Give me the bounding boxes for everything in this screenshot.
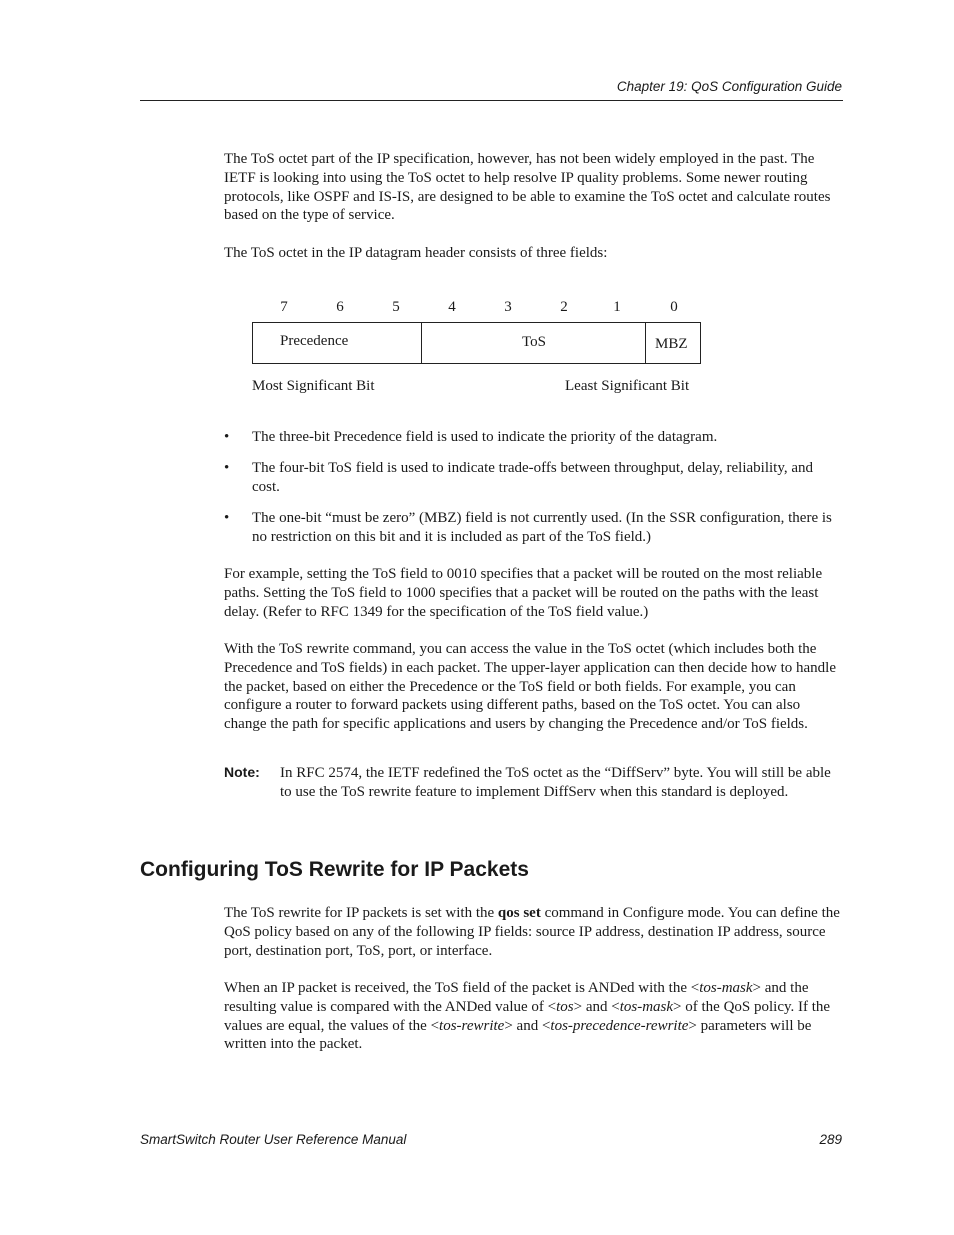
bit-number: 3 — [504, 299, 512, 315]
param-tos: tos — [556, 998, 574, 1015]
param-tos-mask: tos-mask — [619, 998, 674, 1015]
list-item-text: The three-bit Precedence field is used to indicate the priority of the datagram. — [252, 429, 718, 445]
paragraph-tos-example: For example, setting the ToS field to 0010 specifies that a packet will be routed on the most reliable paths. Setting the ToS field to 1000 specifies that a packet will be routed on the paths with the least delay. (Refer to RFC 1349 for the specification of the ToS field value.) — [224, 566, 823, 620]
text-run: command in Configure mode. You can define the QoS policy based on any of the following IP fields: source IP address, destination IP address, source port, destination port, ToS, port, or interface. — [224, 905, 840, 959]
bullet-marker: • — [224, 460, 230, 476]
bit-number: 7 — [280, 299, 288, 315]
text-run: > and < — [573, 998, 620, 1015]
command-qos-set: qos set — [497, 905, 541, 921]
msb-label: Most Significant Bit — [252, 378, 375, 394]
paragraph-tos-fields-intro: The ToS octet in the IP datagram header consists of three fields: — [224, 245, 608, 261]
field-divider — [421, 323, 422, 363]
bit-number: 6 — [336, 299, 344, 315]
paragraph-qos-set — [224, 904, 842, 960]
bit-number: 1 — [613, 299, 621, 315]
param-tos-mask: tos-mask — [699, 980, 753, 996]
paragraph-tos-mask — [224, 979, 842, 1054]
param-tos-rewrite: tos-rewrite — [439, 1017, 505, 1034]
tos-field-label: ToS — [522, 334, 546, 350]
mbz-field-label: MBZ — [655, 336, 688, 352]
text-run: > parameters will be written into the packet. — [224, 1017, 812, 1053]
list-item-text: The one-bit “must be zero” (MBZ) field is not currently used. (In the SSR configuration, there is no restriction on this bit and it is included as part of the ToS field.) — [252, 510, 832, 545]
list-item-text: The four-bit ToS field is used to indicate trade-offs between throughput, delay, reliability, and cost. — [252, 460, 813, 495]
running-header: Chapter 19: QoS Configuration Guide — [616, 79, 842, 94]
param-tos-precedence-rewrite: tos-precedence-rewrite — [550, 1017, 689, 1034]
note-text: In RFC 2574, the IETF redefined the ToS octet as the “DiffServ” byte. You will still be able to use the ToS rewrite feature to implement DiffServ when this standard is deployed. — [280, 765, 831, 800]
text-run: When an IP packet is received, the ToS field of the packet is ANDed with the < — [224, 980, 700, 996]
footer-manual-title: SmartSwitch Router User Reference Manual — [140, 1132, 407, 1147]
bullet-marker: • — [224, 510, 230, 526]
text-run: The ToS rewrite for IP packets is set with the — [224, 905, 498, 921]
field-divider — [645, 323, 646, 363]
text-run: > and < — [504, 1017, 551, 1034]
section-heading: Configuring ToS Rewrite for IP Packets — [140, 858, 529, 881]
paragraph-tos-intro: The ToS octet part of the IP specification, however, has not been widely employed in the past. The IETF is looking into using the ToS octet to help resolve IP quality problems. Some newer routing protocols, like OSPF and IS-IS, are designed to be able to examine the ToS octet and calculate routes based on the type of service. — [224, 151, 831, 224]
paragraph-tos-rewrite: With the ToS rewrite command, you can access the value in the ToS octet (which includes both the Precedence and ToS fields) in each packet. The upper-layer application can then decide how to handle the packet, based on either the Precedence or the ToS field or both fields. For example, you can configure a router to forward packets using different paths, based on the ToS octet. You can also change the path for specific applications and users by changing the Precedence and/or ToS fields. — [224, 641, 837, 733]
lsb-label: Least Significant Bit — [565, 378, 690, 394]
bullet-marker: • — [224, 429, 230, 445]
text-run: > and the resulting value is compared with the ANDed value of < — [224, 980, 809, 1015]
header-divider — [140, 100, 843, 101]
bit-number: 2 — [560, 299, 568, 315]
page-number: 289 — [819, 1132, 842, 1147]
bit-number: 0 — [670, 299, 678, 315]
bit-number: 5 — [392, 299, 400, 315]
bit-number: 4 — [448, 299, 456, 315]
precedence-field-label: Precedence — [280, 333, 349, 349]
text-run: > of the QoS policy. If the values are equal, the values of the < — [224, 998, 831, 1034]
note-label: Note: — [224, 764, 260, 780]
